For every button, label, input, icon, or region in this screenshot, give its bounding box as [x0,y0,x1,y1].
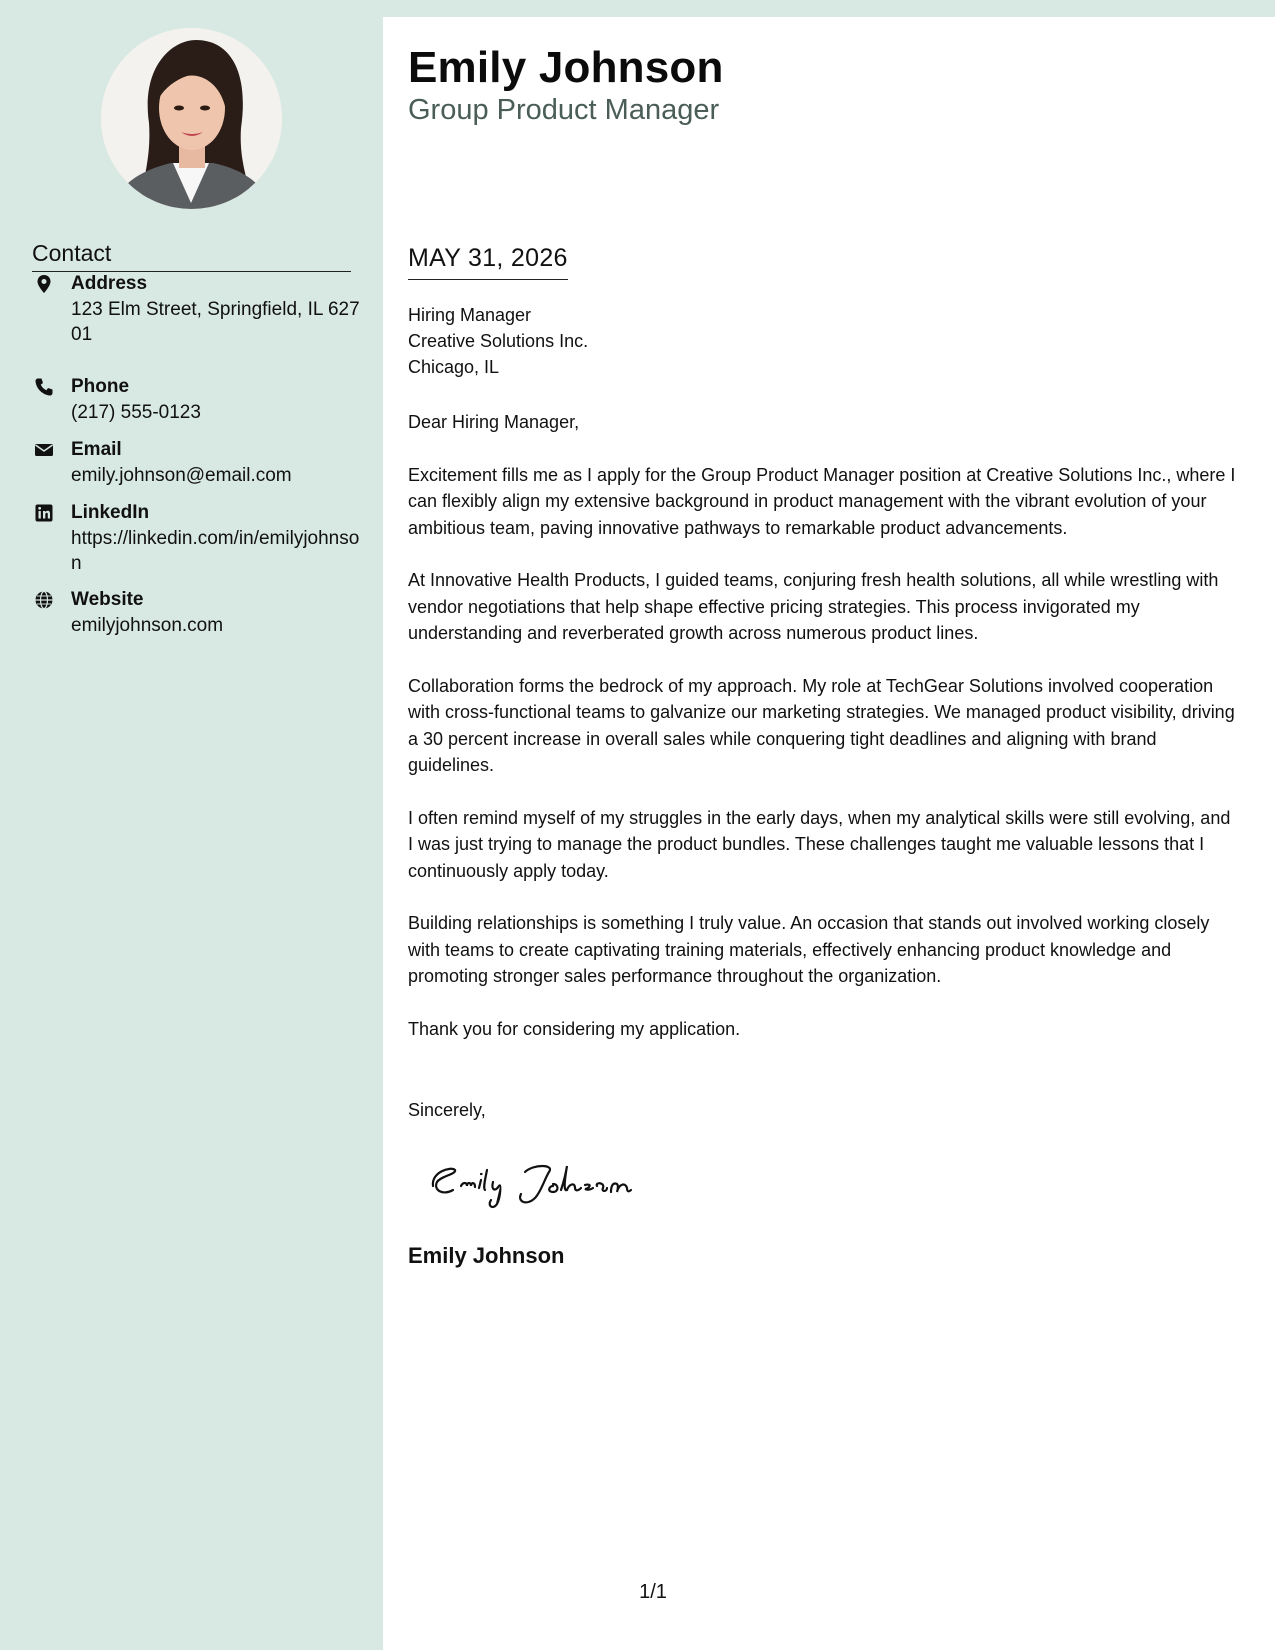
linkedin-label: LinkedIn [71,502,150,523]
recipient-line: Chicago, IL [408,357,500,377]
letter-body [408,409,1238,1068]
contact-heading: Contact [32,240,351,272]
map-pin-icon [34,274,54,294]
recipient-line: Creative Solutions Inc. [408,331,589,351]
sidebar [0,0,383,1650]
body-paragraph: Thank you for considering my application. [408,1018,741,1039]
applicant-name: Emily Johnson [408,43,724,92]
website-label: Website [71,589,144,610]
envelope-icon [34,440,54,460]
phone-label: Phone [71,376,130,397]
phone-value: (217) 555-0123 [71,402,201,423]
profile-photo [101,28,282,209]
signature-image [421,1152,661,1212]
phone-icon [34,377,54,397]
recipient-line: Hiring Manager [408,305,532,325]
letter-date: MAY 31, 2026 [408,244,568,280]
page-number: 1/1 [639,1581,667,1603]
applicant-role: Group Product Manager [408,94,720,126]
globe-icon [34,590,54,610]
linkedin-value[interactable]: https://linkedin.com/in/emilyjohnson [71,528,360,574]
closing: Sincerely, [408,1100,486,1120]
recipient-block [408,302,588,380]
email-value[interactable]: emily.johnson@email.com [71,465,292,486]
body-paragraph: I often remind myself of my struggles in the early days, when my analytical skills were still evolving, and I was just trying to manage the product bundles. These challenges taught me valuable lessons that I continuously apply today. [408,807,1231,881]
signer-name: Emily Johnson [408,1243,565,1268]
body-paragraph: Excitement fills me as I apply for the Group Product Manager position at Creative Solutions Inc., where I can flexibly align my extensive background in product management with the vibrant evolution of your ambitious team, paving innovative pathways to remarkable product advancements. [408,464,1236,538]
body-paragraph: Collaboration forms the bedrock of my approach. My role at TechGear Solutions involved cooperation with cross-functional teams to galvanize our marketing strategies. We managed product visibility, driving a 30 percent increase in overall sales while conquering tight deadlines and aligning with brand guidelines. [408,675,1235,775]
salutation: Dear Hiring Manager, [408,412,580,432]
body-paragraph: At Innovative Health Products, I guided teams, conjuring fresh health solutions, all while wrestling with vendor negotiations that help shape effective pricing strategies. This process invigorated my understanding and reverberated growth across numerous product lines. [408,570,1219,643]
email-label: Email [71,439,122,460]
address-label: Address [71,273,148,294]
body-paragraph: Building relationships is something I truly value. An occasion that stands out involved working closely with teams to create captivating training materials, effectively enhancing product knowledge and promoting stronger sales performance throughout the organization. [408,913,1210,986]
letter-content [383,17,1275,1650]
linkedin-icon [34,503,54,523]
address-value: 123 Elm Street, Springfield, IL 62701 [71,299,360,345]
website-value[interactable]: emilyjohnson.com [71,615,224,636]
